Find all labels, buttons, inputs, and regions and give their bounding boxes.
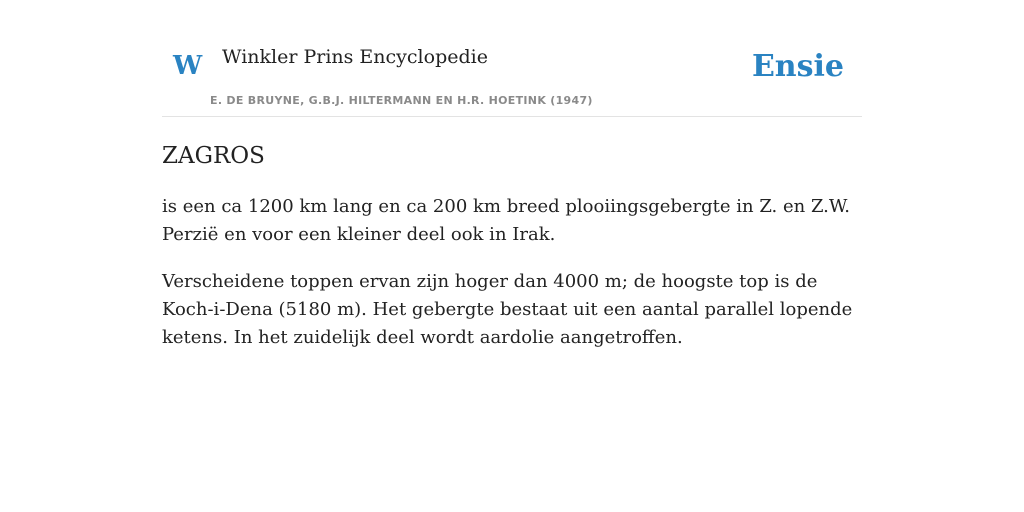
article-paragraph: Verscheidene toppen ervan zijn hoger dan 4000 m; de hoogste top is de Koch-i-Dena (5180 m). Het gebergte bestaat uit een aantal parallel lopende ketens. In het zuidelijk deel wordt aardolie aangetroffen. [162,270,853,348]
article-term: ZAGROS [162,143,265,169]
source-title: Winkler Prins Encyclopedie [222,46,488,68]
winkler-prins-logo[interactable]: W [173,51,203,81]
article-paragraph: is een ca 1200 km lang en ca 200 km breed plooiingsgebergte in Z. en Z.W. Perzië en voor een kleiner deel ook in Irak. [162,195,850,245]
ensie-logo-link[interactable]: Ensie [751,49,844,84]
page [162,0,862,352]
header [162,0,862,117]
source-authors: E. DE BRUYNE, G.B.J. HILTERMANN EN H.R. HOETINK (1947) [210,94,593,107]
